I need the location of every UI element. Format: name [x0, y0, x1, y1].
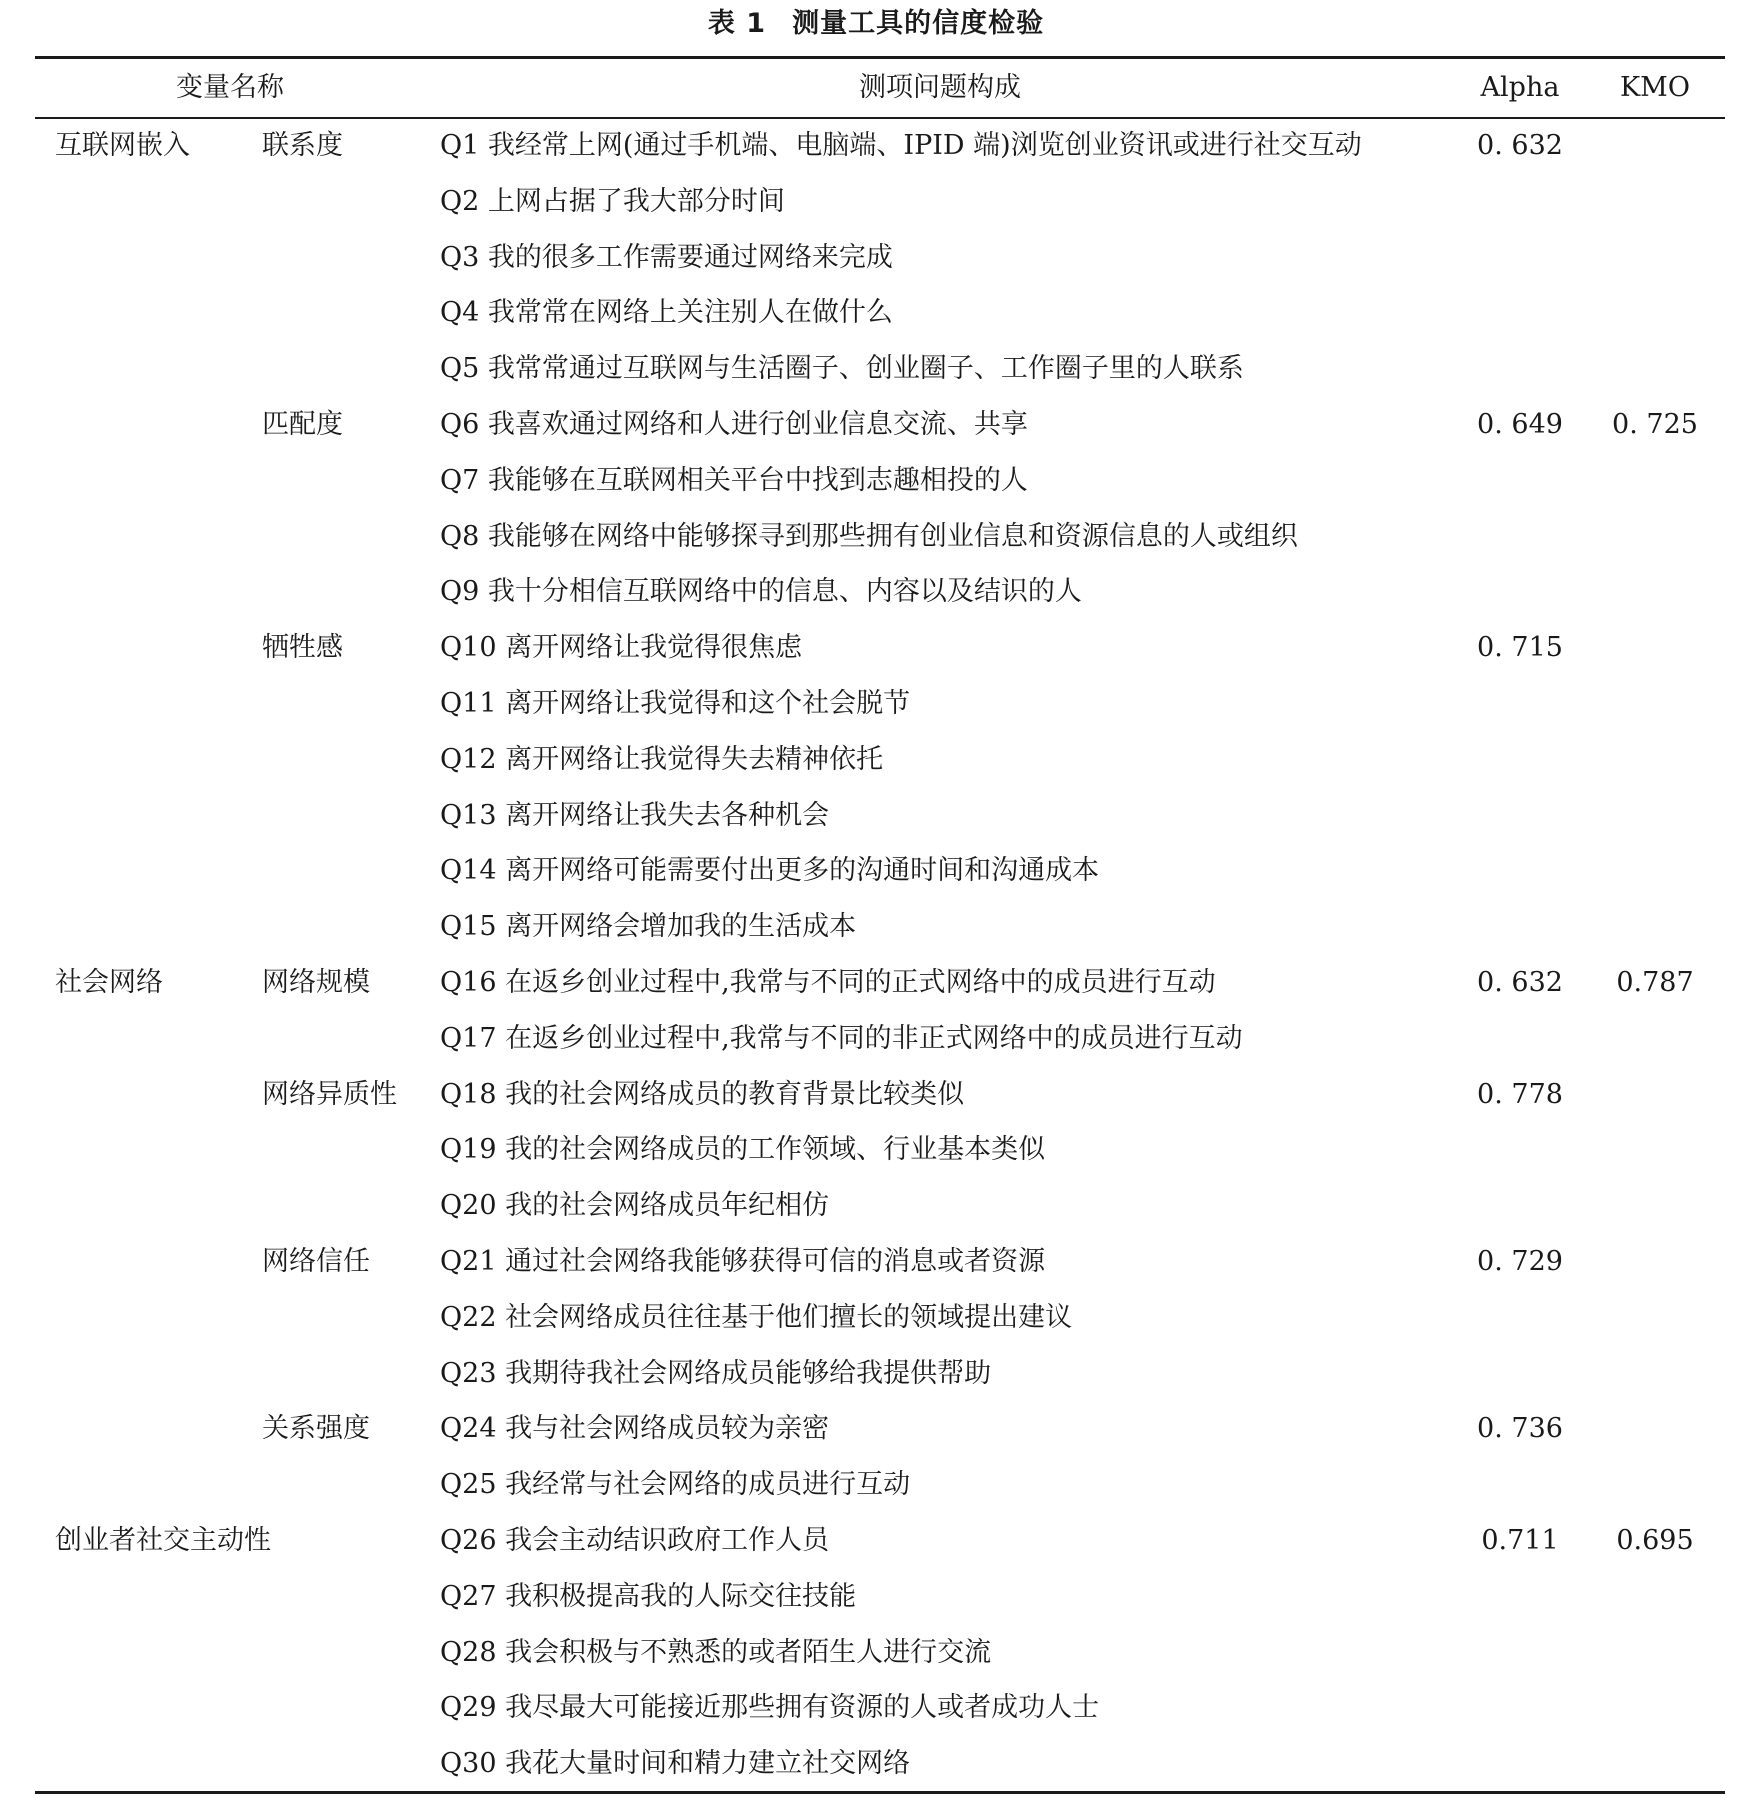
row-alpha: 0. 649	[1477, 409, 1563, 440]
row-item: Q13 离开网络让我失去各种机会	[440, 800, 830, 831]
row-item: Q8 我能够在网络中能够探寻到那些拥有创业信息和资源信息的人或组织	[440, 521, 1298, 552]
row-item: Q18 我的社会网络成员的教育背景比较类似	[440, 1079, 965, 1110]
row-subvariable: 牺牲感	[262, 632, 343, 663]
row-kmo: 0.787	[1616, 967, 1694, 998]
row-variable: 创业者社交主动性	[55, 1525, 271, 1556]
row-item: Q2 上网占据了我大部分时间	[440, 186, 785, 217]
row-subvariable: 网络信任	[262, 1246, 370, 1277]
row-variable: 社会网络	[55, 967, 163, 998]
header-items: 测项问题构成	[859, 72, 1021, 103]
row-item: Q3 我的很多工作需要通过网络来完成	[440, 242, 893, 273]
row-variable: 互联网嵌入	[55, 130, 190, 161]
row-item: Q9 我十分相信互联网络中的信息、内容以及结识的人	[440, 576, 1082, 607]
row-subvariable: 网络异质性	[262, 1079, 397, 1110]
row-item: Q10 离开网络让我觉得很焦虑	[440, 632, 803, 663]
row-item: Q17 在返乡创业过程中,我常与不同的非正式网络中的成员进行互动	[440, 1023, 1243, 1054]
row-item: Q25 我经常与社会网络的成员进行互动	[440, 1469, 911, 1500]
row-item: Q24 我与社会网络成员较为亲密	[440, 1413, 830, 1444]
row-item: Q28 我会积极与不熟悉的或者陌生人进行交流	[440, 1637, 992, 1668]
row-alpha: 0. 729	[1477, 1246, 1563, 1277]
header-kmo: KMO	[1620, 72, 1690, 103]
row-subvariable: 匹配度	[262, 409, 343, 440]
row-item: Q5 我常常通过互联网与生活圈子、创业圈子、工作圈子里的人联系	[440, 353, 1244, 384]
row-item: Q27 我积极提高我的人际交往技能	[440, 1581, 857, 1612]
row-item: Q11 离开网络让我觉得和这个社会脱节	[440, 688, 911, 719]
row-item: Q20 我的社会网络成员年纪相仿	[440, 1190, 830, 1221]
row-item: Q7 我能够在互联网相关平台中找到志趣相投的人	[440, 465, 1028, 496]
row-item: Q21 通过社会网络我能够获得可信的消息或者资源	[440, 1246, 1046, 1277]
row-alpha: 0. 778	[1477, 1079, 1563, 1110]
row-item: Q16 在返乡创业过程中,我常与不同的正式网络中的成员进行互动	[440, 967, 1216, 998]
row-item: Q6 我喜欢通过网络和人进行创业信息交流、共享	[440, 409, 1028, 440]
row-alpha: 0. 632	[1477, 130, 1563, 161]
row-item: Q4 我常常在网络上关注别人在做什么	[440, 297, 893, 328]
row-alpha: 0.711	[1481, 1525, 1559, 1556]
table-bottom-rule	[35, 1791, 1725, 1794]
row-kmo: 0. 725	[1612, 409, 1698, 440]
table-title: 测量工具的信度检验	[792, 8, 1045, 39]
row-item: Q1 我经常上网(通过手机端、电脑端、IPID 端)浏览创业资讯或进行社交互动	[440, 130, 1362, 161]
row-kmo: 0.695	[1616, 1525, 1694, 1556]
row-item: Q26 我会主动结识政府工作人员	[440, 1525, 830, 1556]
row-alpha: 0. 632	[1477, 967, 1563, 998]
header-alpha: Alpha	[1480, 72, 1560, 103]
row-item: Q19 我的社会网络成员的工作领域、行业基本类似	[440, 1134, 1046, 1165]
row-item: Q14 离开网络可能需要付出更多的沟通时间和沟通成本	[440, 855, 1100, 886]
row-alpha: 0. 736	[1477, 1413, 1563, 1444]
row-item: Q30 我花大量时间和精力建立社交网络	[440, 1748, 911, 1779]
row-item: Q15 离开网络会增加我的生活成本	[440, 911, 857, 942]
row-item: Q22 社会网络成员往往基于他们擅长的领域提出建议	[440, 1302, 1073, 1333]
row-subvariable: 联系度	[262, 130, 343, 161]
row-alpha: 0. 715	[1477, 632, 1563, 663]
row-subvariable: 网络规模	[262, 967, 370, 998]
row-item: Q23 我期待我社会网络成员能够给我提供帮助	[440, 1358, 992, 1389]
row-item: Q29 我尽最大可能接近那些拥有资源的人或者成功人士	[440, 1692, 1100, 1723]
row-subvariable: 关系强度	[262, 1413, 370, 1444]
table-number: 表 1	[707, 8, 767, 39]
header-variable: 变量名称	[176, 72, 284, 103]
row-item: Q12 离开网络让我觉得失去精神依托	[440, 744, 884, 775]
